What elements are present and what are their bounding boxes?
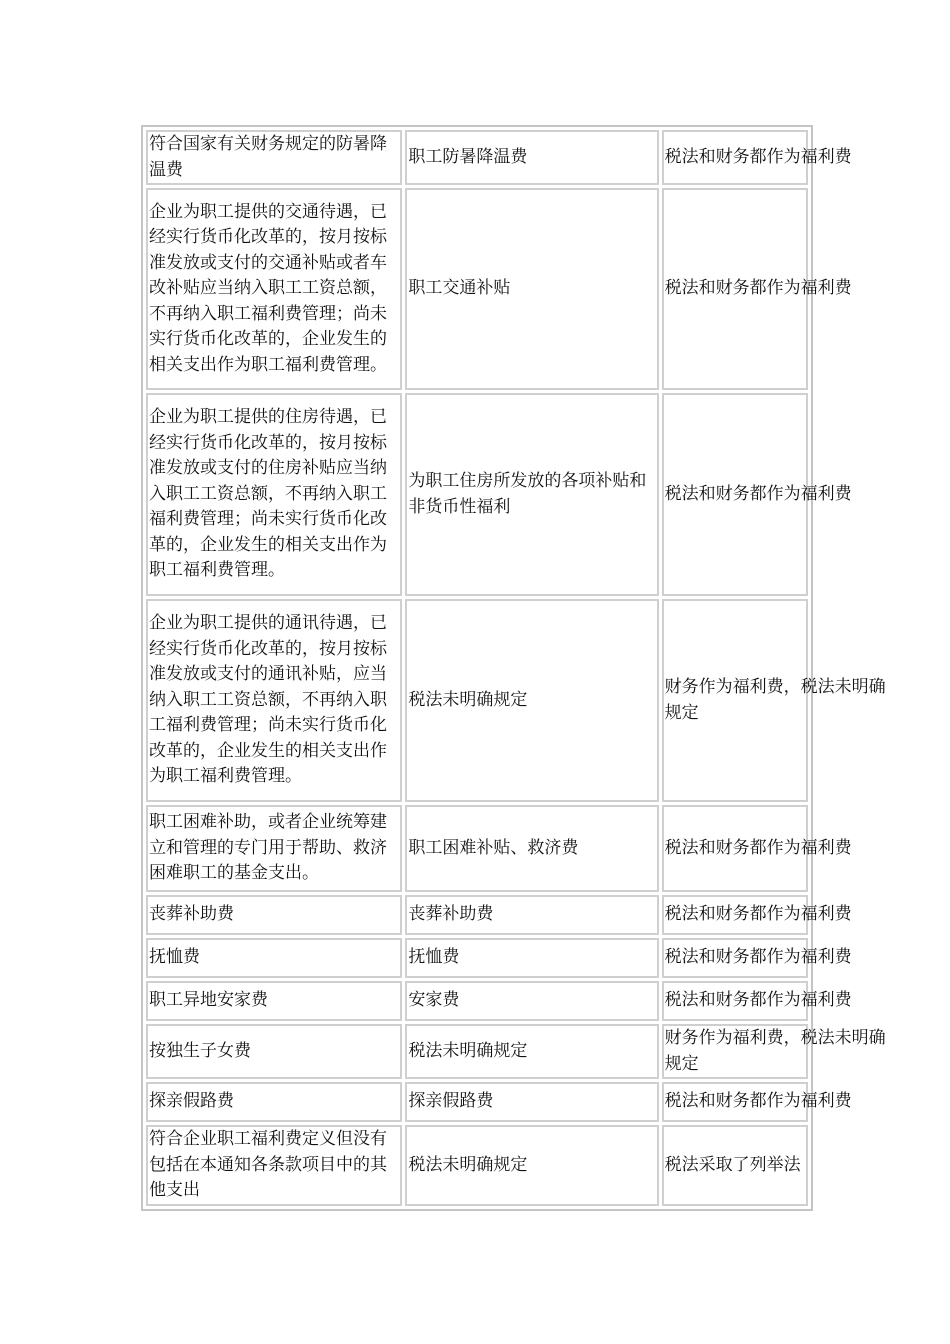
- welfare-table-grid: [143, 127, 886, 1209]
- treatment-cell: 税法和财务都作为福利费: [662, 938, 808, 978]
- tax-item-cell: 税法未明确规定: [405, 1024, 658, 1079]
- treatment-cell: 税法采取了列举法: [662, 1125, 808, 1206]
- item-cell: 抚恤费: [146, 938, 402, 978]
- welfare-table: [141, 125, 886, 1211]
- item-cell: 符合企业职工福利费定义但没有包括在本通知各条款项目中的其他支出: [146, 1125, 402, 1206]
- item-cell: 企业为职工提供的通讯待遇，已经实行货币化改革的，按月按标准发放或支付的通讯补贴，应当纳入职工工资总额，不再纳入职工福利费管理；尚未实行货币化改革的，企业发生的相关支出作为职工福利费管理。: [146, 599, 402, 802]
- treatment-text: 财务作为福利费，税法未明确规定: [664, 677, 886, 723]
- table-row: [146, 1082, 808, 1122]
- tax-item-cell: 职工防暑降温费: [405, 130, 658, 185]
- tax-item-cell: 税法未明确规定: [405, 599, 658, 802]
- item-cell: 职工异地安家费: [146, 981, 402, 1021]
- treatment-cell: 税法和财务都作为福利费: [662, 393, 808, 596]
- tax-item-cell: 职工交通补贴: [405, 188, 658, 390]
- item-cell: 符合国家有关财务规定的防暑降温费: [146, 130, 402, 185]
- table-row: [146, 938, 808, 978]
- item-cell: 探亲假路费: [146, 1082, 402, 1122]
- treatment-cell: 税法和财务都作为福利费: [662, 981, 808, 1021]
- table-row: [146, 1125, 808, 1206]
- treatment-cell: 税法和财务都作为福利费: [662, 895, 808, 935]
- treatment-cell: 税法和财务都作为福利费: [662, 805, 808, 892]
- item-cell: 企业为职工提供的住房待遇，已经实行货币化改革的，按月按标准发放或支付的住房补贴应当纳入职工工资总额，不再纳入职工福利费管理；尚未实行货币化改革的，企业发生的相关支出作为职工福利费管理。: [146, 393, 402, 596]
- item-cell: 按独生子女费: [146, 1024, 402, 1079]
- table-row: [146, 393, 808, 596]
- treatment-cell: [662, 599, 886, 802]
- table-row: [146, 188, 808, 390]
- table-row: [146, 599, 808, 802]
- treatment-text: 财务作为福利费，税法未明确规定: [664, 1028, 886, 1074]
- treatment-cell: 税法和财务都作为福利费: [662, 1082, 808, 1122]
- treatment-cell: [662, 1024, 886, 1079]
- tax-item-cell: 为职工住房所发放的各项补贴和非货币性福利: [405, 393, 658, 596]
- table-row: [146, 981, 808, 1021]
- table-row: [146, 130, 808, 185]
- item-cell: 丧葬补助费: [146, 895, 402, 935]
- table-row: [146, 805, 808, 892]
- tax-item-cell: 探亲假路费: [405, 1082, 658, 1122]
- tax-item-cell: 抚恤费: [405, 938, 658, 978]
- treatment-cell: 税法和财务都作为福利费: [662, 130, 808, 185]
- item-cell: 职工困难补助，或者企业统筹建立和管理的专门用于帮助、救济困难职工的基金支出。: [146, 805, 402, 892]
- item-cell: 企业为职工提供的交通待遇，已经实行货币化改革的，按月按标准发放或支付的交通补贴或者车改补贴应当纳入职工工资总额，不再纳入职工福利费管理；尚未实行货币化改革的，企业发生的相关支出作为职工福利费管理。: [146, 188, 402, 390]
- table-row: [146, 1024, 808, 1079]
- treatment-cell: 税法和财务都作为福利费: [662, 188, 808, 390]
- tax-item-cell: 丧葬补助费: [405, 895, 658, 935]
- tax-item-cell: 职工困难补贴、救济费: [405, 805, 658, 892]
- tax-item-cell: 税法未明确规定: [405, 1125, 658, 1206]
- table-row: [146, 895, 808, 935]
- tax-item-cell: 安家费: [405, 981, 658, 1021]
